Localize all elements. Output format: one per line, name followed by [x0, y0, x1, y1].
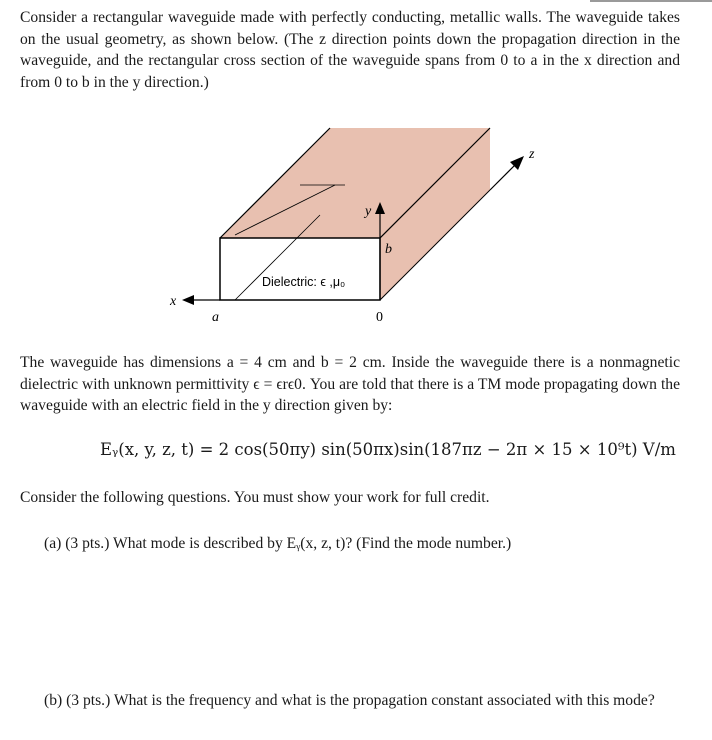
waveguide-diagram [150, 110, 570, 345]
question-a: (a) (3 pts.) What mode is described by Eᵧ(x, z, t)? (Find the mode number.) [44, 535, 512, 552]
intro-paragraph: Consider a rectangular waveguide made with perfectly conducting, metallic walls. The waveguide takes on the usual geometry, as shown below. (The z direction points down the propagation direction in the waveguide, and the rectangular cross section of the waveguide spans from 0 to a in the x direction and from 0 to b in the y direction.) [20, 9, 680, 91]
field-equation: Eᵧ(x, y, z, t) = 2 cos(50πy) sin(50πx)sin(187πz − 2π × 15 × 10⁹t) V/m [100, 440, 676, 459]
label-x: x [170, 294, 177, 309]
label-z: z [529, 147, 535, 162]
label-y: y [365, 204, 372, 219]
dielectric-label: Dielectric: ϵ ,μ₀ [262, 275, 346, 289]
label-zero: 0 [376, 310, 383, 325]
waveguide-figure [150, 110, 570, 345]
top-rule [590, 0, 712, 2]
instructions-paragraph: Consider the following questions. You must show your work for full credit. [20, 489, 490, 506]
dimensions-paragraph: The waveguide has dimensions a = 4 cm and b = 2 cm. Inside the waveguide there is a nonmagnetic dielectric with unknown permittivity ϵ = ϵrϵ0. You are told that there is a TM mode propagating down the waveguide with an electric field in the y direction given by: [20, 354, 680, 414]
label-b: b [385, 242, 392, 257]
label-a: a [212, 310, 219, 325]
question-b: (b) (3 pts.) What is the frequency and what is the propagation constant associated with this mode? [44, 692, 655, 709]
x-axis-arrowhead [182, 295, 194, 305]
